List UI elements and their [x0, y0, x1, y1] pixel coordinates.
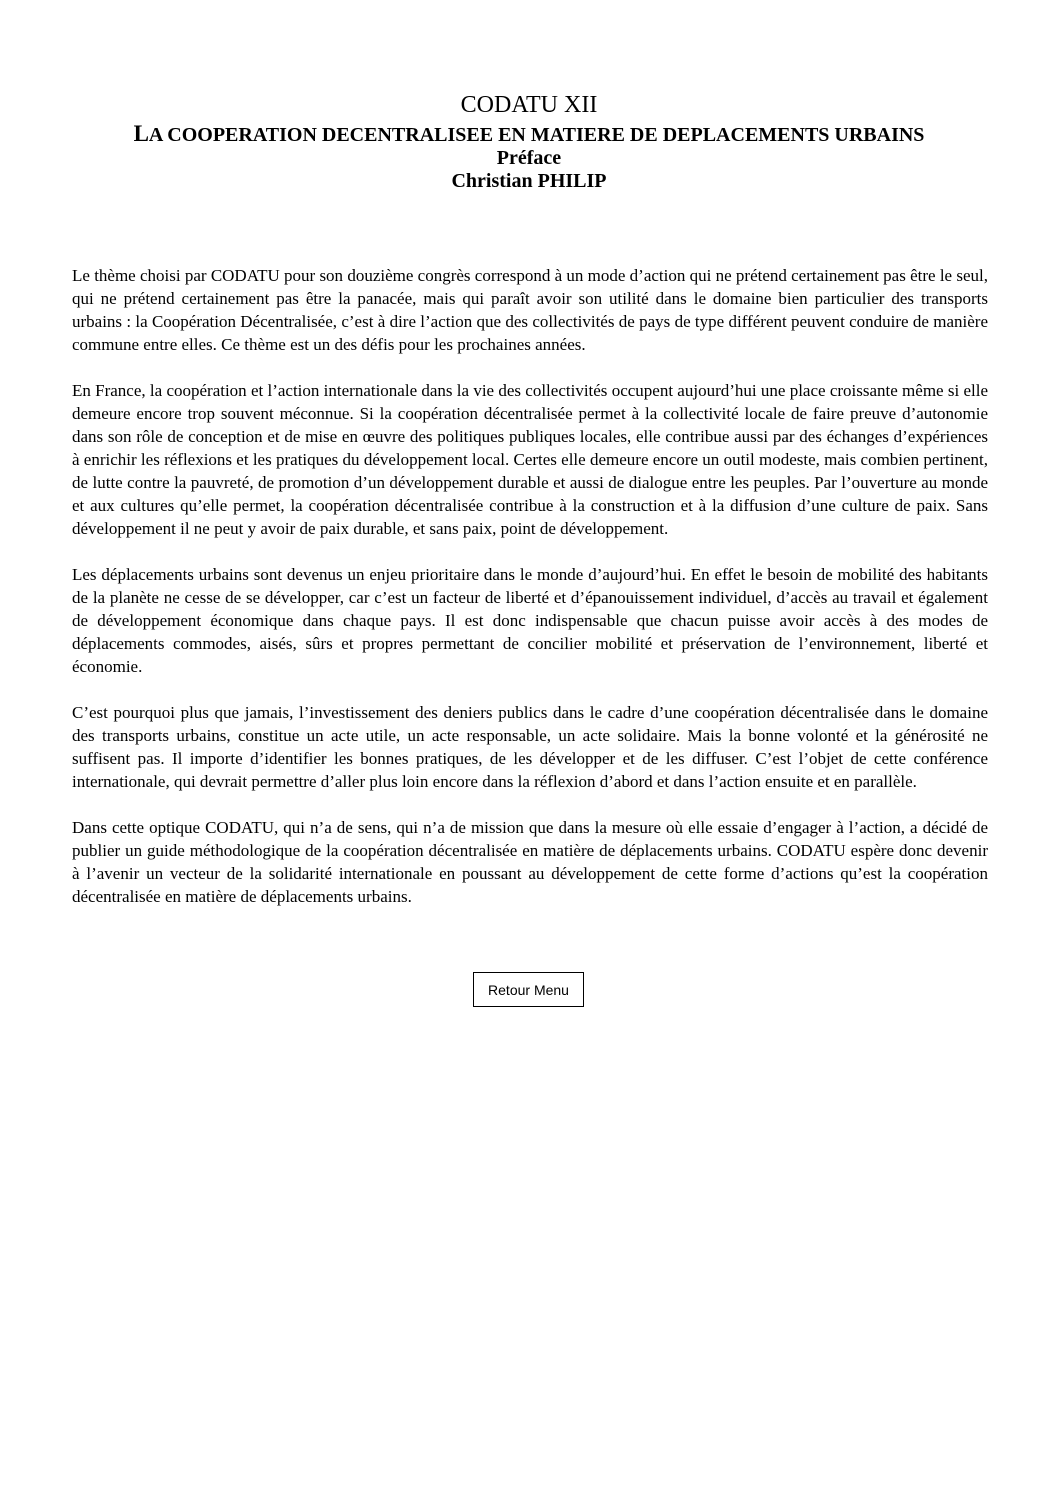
section-heading: Préface — [496, 147, 562, 169]
document-body — [72, 264, 988, 931]
author-name: Christian PHILIP — [451, 170, 607, 192]
paragraph: En France, la coopération et l’action internationale dans la vie des collectivités occupent aujourd’hui une place croissante même si elle demeure encore trop souvent méconnue. Si la coopération décentralisée permet à la collectivité locale de faire preuve d’autonomie dans son rôle de conception et de mise en œuvre des politiques publiques locales, elle contribue aussi par des échanges d’expériences à enrichir les réflexions et les pratiques du développement local. Certes elle demeure encore un outil modeste, mais combien pertinent, de lutte contre la pauvreté, de promotion d’un développement durable et aussi de dialogue entre les peuples. Par l’ouverture au monde et aux cultures qu’elle permet, la coopération décentralisée contribue à la construction et à la diffusion d’une culture de paix. Sans développement il ne peut y avoir de paix durable, et sans paix, point de développement. — [72, 381, 988, 538]
document-subtitle — [0, 122, 1058, 147]
paragraph: Les déplacements urbains sont devenus un enjeu prioritaire dans le monde d’aujourd’hui. En effet le besoin de mobilité des habitants de la planète ne cesse de se développer, car c’est un facteur de liberté et d’épanouissement individuel, d’accès au travail et également de développement économique dans chaque pays. Il est donc indispensable que chacun puisse avoir accès à des modes de déplacements commodes, aisés, sûrs et propres permettant de concilier mobilité et préservation de l’environnement, liberté et économie. — [72, 565, 988, 676]
paragraph: Dans cette optique CODATU, qui n’a de sens, qui n’a de mission que dans la mesure où elle essaie d’engager à l’action, a décidé de publier un guide méthodologique de la coopération décentralisée en matière de déplacements urbains. CODATU espère donc devenir à l’avenir un vecteur de la solidarité internationale en poussant au développement de cette forme d’actions qu’est la coopération décentralisée en matière de déplacements urbains. — [72, 818, 988, 906]
document-header — [0, 90, 1058, 193]
subtitle-initial: L — [133, 121, 149, 146]
subtitle-rest: A COOPERATION DECENTRALISEE EN MATIERE DE DEPLACEMENTS URBAINS — [148, 124, 925, 146]
retour-menu-button[interactable]: Retour Menu — [473, 972, 584, 1007]
paragraph: Le thème choisi par CODATU pour son douzième congrès correspond à un mode d’action qui ne prétend certainement pas être le seul, qui ne prétend certainement pas être la panacée, mais qui paraît avoir son utilité dans le domaine bien particulier des transports urbains : la Coopération Décentralisée, c’est à dire l’action que des collectivités de pays de type différent peuvent conduire de manière commune entre elles. Ce thème est un des défis pour les prochaines années. — [72, 266, 988, 354]
document-title: CODATU XII — [460, 92, 598, 118]
paragraph: C’est pourquoi plus que jamais, l’investissement des deniers publics dans le cadre d’une coopération décentralisée dans le domaine des transports urbains, constitue un acte utile, un acte responsable, un acte solidaire. Mais la bonne volonté et la générosité ne suffisent pas. Il importe d’identifier les bonnes pratiques, de les développer et de les diffuser. C’est l’objet de cette conférence internationale, qui devrait permettre d’aller plus loin encore dans la réflexion d’abord et dans l’action ensuite et en parallèle. — [72, 703, 988, 791]
